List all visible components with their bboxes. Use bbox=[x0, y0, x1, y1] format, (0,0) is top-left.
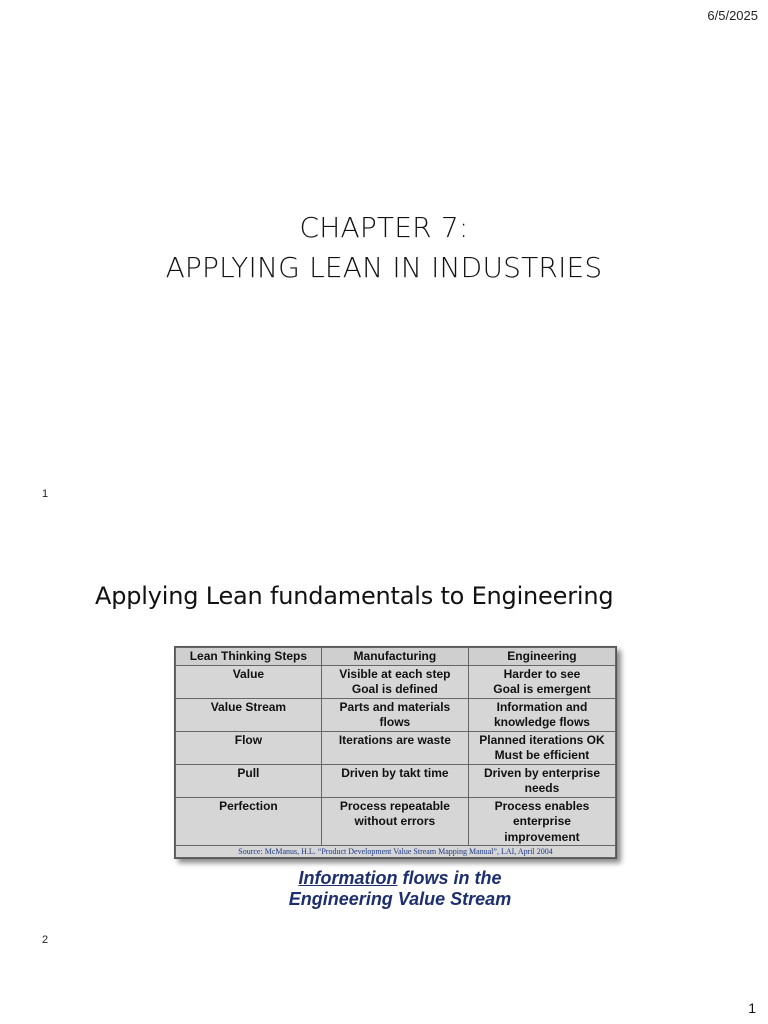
cell-lean-step: Flow bbox=[176, 731, 322, 764]
cell-lean-step: Perfection bbox=[176, 797, 322, 846]
cell-line: flows bbox=[379, 715, 411, 729]
cell-engineering bbox=[468, 764, 615, 797]
cell-line: improvement bbox=[504, 829, 580, 844]
cell-line: Driven by enterprise bbox=[483, 765, 600, 780]
page-number: 1 bbox=[748, 1000, 756, 1016]
slide-title: Applying Lean fundamentals to Engineering bbox=[95, 582, 614, 610]
cell-line: knowledge flows bbox=[493, 715, 590, 729]
cell-line: Process enables bbox=[494, 798, 590, 813]
caption-underlined-word: Information bbox=[298, 868, 398, 888]
table-row bbox=[176, 698, 616, 731]
cell-line: Driven by takt time bbox=[341, 765, 449, 780]
cell-manufacturing bbox=[321, 698, 468, 731]
cell-line: Goal is emergent bbox=[493, 682, 591, 696]
cell-line: Harder to see bbox=[503, 666, 581, 681]
cell-manufacturing bbox=[321, 764, 468, 797]
cell-engineering bbox=[468, 731, 615, 764]
cell-line: Parts and materials bbox=[339, 699, 451, 714]
table-row bbox=[176, 764, 616, 797]
page-date: 6/5/2025 bbox=[707, 8, 758, 23]
table-source-row bbox=[176, 846, 616, 858]
cell-line: Iterations are waste bbox=[338, 732, 451, 747]
cell-line: without errors bbox=[354, 814, 436, 828]
cell-lean-step: Pull bbox=[176, 764, 322, 797]
cell-line: needs bbox=[524, 781, 560, 795]
slide-number-1: 1 bbox=[42, 488, 49, 500]
chapter-title bbox=[0, 208, 768, 288]
table-row bbox=[176, 731, 616, 764]
chapter-title-line-1: CHAPTER 7: bbox=[299, 211, 469, 244]
lean-comparison-table bbox=[175, 647, 616, 858]
cell-engineering bbox=[468, 797, 615, 846]
cell-lean-step: Value Stream bbox=[176, 698, 322, 731]
cell-manufacturing bbox=[321, 797, 468, 846]
table-row bbox=[176, 665, 616, 698]
chapter-title-line-2: APPLYING LEAN IN INDUSTRIES bbox=[165, 251, 603, 284]
slide-number-2: 2 bbox=[42, 934, 49, 946]
header-manufacturing: Manufacturing bbox=[321, 648, 468, 666]
cell-manufacturing bbox=[321, 665, 468, 698]
table-row bbox=[176, 797, 616, 846]
cell-lean-step: Value bbox=[176, 665, 322, 698]
cell-engineering bbox=[468, 698, 615, 731]
header-engineering: Engineering bbox=[468, 648, 615, 666]
cell-line: Information and bbox=[496, 699, 588, 714]
lean-comparison-table-image bbox=[174, 646, 617, 859]
table-header-row bbox=[176, 648, 616, 666]
cell-manufacturing bbox=[321, 731, 468, 764]
figure-caption bbox=[0, 868, 768, 910]
caption-line-1-rest: flows in the bbox=[397, 868, 502, 888]
cell-line: enterprise bbox=[512, 814, 571, 828]
cell-line: Goal is defined bbox=[351, 682, 438, 696]
cell-line: Must be efficient bbox=[494, 748, 590, 762]
caption-line-1 bbox=[0, 868, 768, 889]
cell-engineering bbox=[468, 665, 615, 698]
header-lean-steps: Lean Thinking Steps bbox=[176, 648, 322, 666]
table-source: Source: McManus, H.L. “Product Development Value Stream Mapping Manual”, LAI, April 2004 bbox=[176, 846, 616, 858]
cell-line: Planned iterations OK bbox=[479, 732, 605, 747]
cell-line: Process repeatable bbox=[339, 798, 450, 813]
caption-line-2: Engineering Value Stream bbox=[288, 889, 512, 909]
cell-line: Visible at each step bbox=[339, 666, 451, 681]
